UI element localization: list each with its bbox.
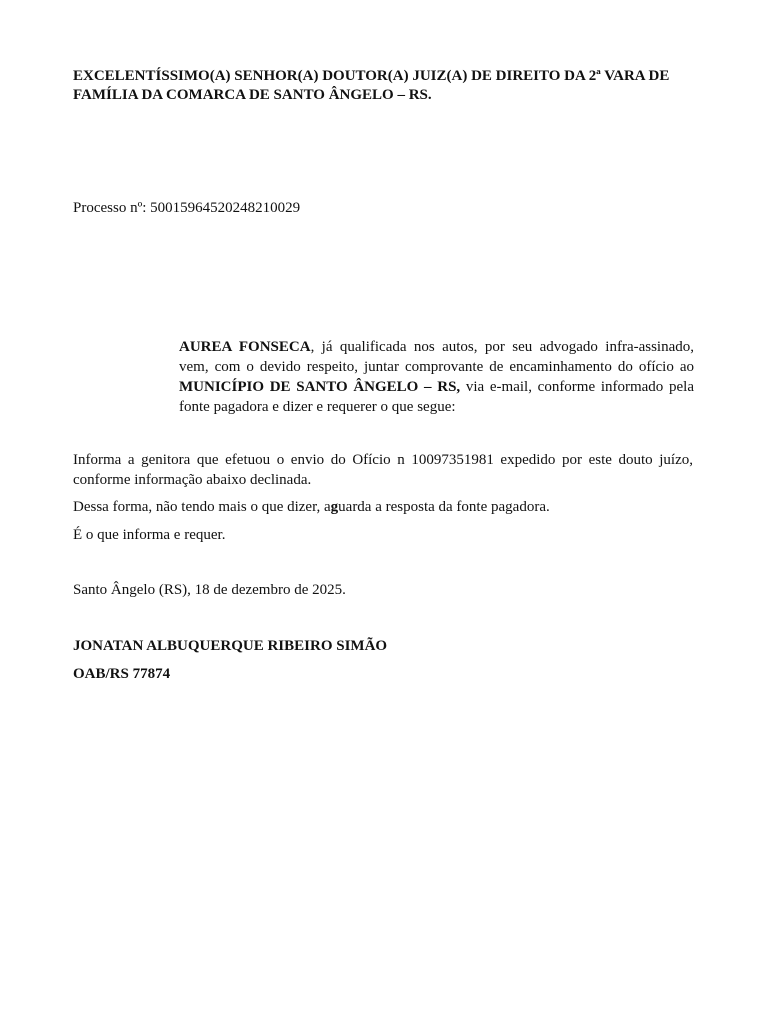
process-number: Processo nº: 50015964520248210029 (73, 200, 301, 216)
body-paragraph-2 (73, 497, 693, 517)
p2-text-c: uarda a resposta da fonte pagadora. (338, 499, 550, 515)
municipality-name: MUNICÍPIO DE SANTO ÂNGELO – RS, (179, 379, 461, 395)
heading-line-1: EXCELENTÍSSIMO(A) SENHOR(A) DOUTOR(A) JUIZ(A) DE DIREITO DA 2ª VARA DE (73, 68, 670, 84)
intro-text-a: , já qualificada nos autos, por seu advogado infra-assinado, vem, com o devido respeito, juntar comprovante de encaminhamento do ofício ao (179, 339, 694, 375)
signer-name: JONATAN ALBUQUERQUE RIBEIRO SIMÃO (73, 638, 388, 654)
heading-line-2: FAMÍLIA DA COMARCA DE SANTO ÂNGELO – RS. (73, 87, 432, 103)
place-date: Santo Ângelo (RS), 18 de dezembro de 2025. (73, 582, 346, 598)
body-paragraph-3: É o que informa e requer. (73, 527, 226, 543)
p2-text-a: Dessa forma, não tendo mais o que dizer, a (73, 499, 331, 515)
party-name: AUREA FONSECA (179, 339, 311, 355)
oab-registration: OAB/RS 77874 (73, 666, 171, 682)
intro-text-b: via e-mail, conforme informado pela fonte pagadora e dizer e requerer o que segue: (179, 379, 694, 415)
intro-paragraph (179, 337, 694, 417)
body-paragraph-1: Informa a genitora que efetuou o envio do Ofício n 10097351981 expedido por este douto juízo, conforme informação abaixo declinada. (73, 452, 693, 488)
p2-bold-letter: g (330, 499, 339, 515)
court-addressee-heading (73, 67, 693, 105)
